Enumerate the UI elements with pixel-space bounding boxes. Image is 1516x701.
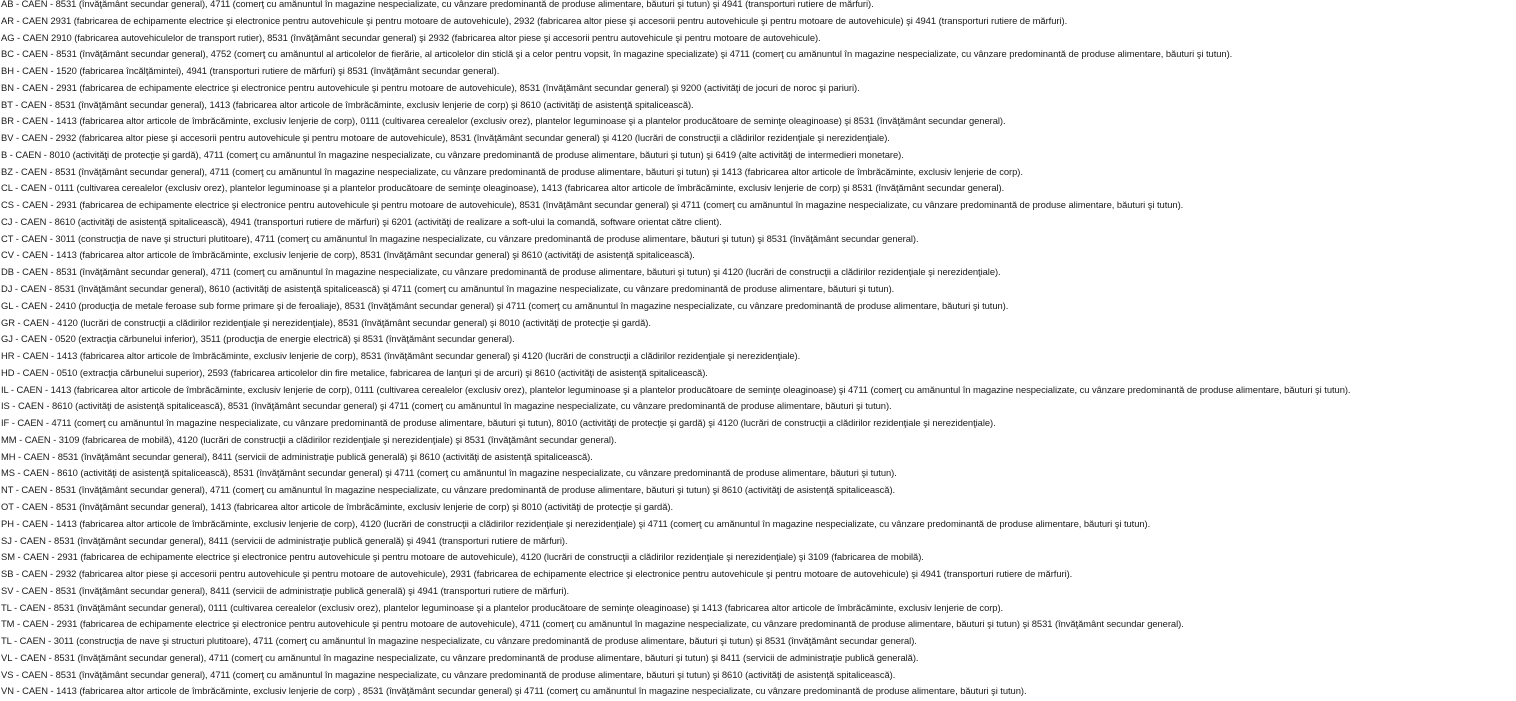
- county-line-ph: PH - CAEN - 1413 (fabricarea altor articole de îmbrăcăminte, exclusiv lenjerie de corp), 4120 (lucrări de construcţii a clădirilor rezidenţiale şi nerezidenţiale) şi 4711 (comerţ cu amănuntul în magazine nespecializate, cu vânzare predominantă de produse alimentare, băuturi şi tutun).: [1, 517, 1151, 529]
- county-line-bc: BC - CAEN - 8531 (învăţământ secundar general), 4752 (comerţ cu amănuntul al articolelor de fierărie, al articolelor din sticlă şi a celor pentru vopsit, în magazine specializate) şi 4711 (comerţ cu amănuntul în magazine nespecializate, cu vânzare predominantă de produse alimentare, băuturi şi tutun).: [1, 48, 1233, 60]
- county-line-il: IL - CAEN - 1413 (fabricarea altor articole de îmbrăcăminte, exclusiv lenjerie de corp), 0111 (cultivarea cerealelor (exclusiv orez), plantelor leguminoase şi a plantelor producătoare de seminţe oleaginoase) şi 4711 (comerţ cu amănuntul în magazine nespecializate, cu vânzare predominantă de produse alimentare, băuturi şi tutun).: [1, 383, 1351, 395]
- county-line-vs: VS - CAEN - 8531 (învăţământ secundar general), 4711 (comerţ cu amănuntul în magazine nespecializate, cu vânzare predominantă de produse alimentare, băuturi şi tutun) şi 8610 (activităţi de asistenţă spitalicească).: [1, 668, 896, 680]
- county-line-ct: CT - CAEN - 3011 (construcţia de nave şi structuri plutitoare), 4711 (comerţ cu amănuntul în magazine nespecializate, cu vânzare predominantă de produse alimentare, băuturi şi tutun) şi 8531 (învăţământ secundar general).: [1, 232, 919, 244]
- county-line-db: DB - CAEN - 8531 (învăţământ secundar general), 4711 (comerţ cu amănuntul în magazine nespecializate, cu vânzare predominantă de produse alimentare, băuturi şi tutun) şi 4120 (lucrări de construcţii a clădirilor rezidenţiale şi nerezidenţiale).: [1, 266, 1001, 278]
- county-line-cs: CS - CAEN - 2931 (fabricarea de echipamente electrice şi electronice pentru autovehicule şi pentru motoare de autovehicule), 8531 (învăţământ secundar general) şi 4711 (comerţ cu amănuntul în magazine nespecializate, cu vânzare predominantă de produse alimentare, băuturi şi tutun).: [1, 199, 1184, 211]
- county-line-dj: DJ - CAEN - 8531 (învăţământ secundar general), 8610 (activităţi de asistenţă spitalicească) şi 4711 (comerţ cu amănuntul în magazine nespecializate, cu vânzare predominantă de produse alimentare, băuturi şi tutun).: [1, 283, 895, 295]
- county-line-gr: GR - CAEN - 4120 (lucrări de construcţii a clădirilor rezidenţiale şi nerezidenţiale), 8531 (învăţământ secundar general) şi 8010 (activităţi de protecţie şi gardă).: [1, 316, 651, 328]
- county-line-bh: BH - CAEN - 1520 (fabricarea încălţămintei), 4941 (transporturi rutiere de mărfuri) şi 8531 (învăţământ secundar general).: [1, 65, 500, 77]
- county-line-nt: NT - CAEN - 8531 (învăţământ secundar general), 4711 (comerţ cu amănuntul în magazine nespecializate, cu vânzare predominantă de produse alimentare, băuturi şi tutun) şi 8610 (activităţi de asistenţă spitalicească).: [1, 484, 896, 496]
- county-line-cj: CJ - CAEN - 8610 (activităţi de asistenţă spitalicească), 4941 (transporturi rutiere de mărfuri) şi 6201 (activităţi de realizare a soft-ului la comandă, software orientat către client).: [1, 215, 722, 227]
- county-line-bn: BN - CAEN - 2931 (fabricarea de echipamente electrice şi electronice pentru autovehicule şi pentru motoare de autovehicule), 8531 (învăţământ secundar general) şi 9200 (activităţi de jocuri de noroc şi pariuri).: [1, 81, 860, 93]
- county-line-tm: TM - CAEN - 2931 (fabricarea de echipamente electrice şi electronice pentru autovehicule şi pentru motoare de autovehicule), 4711 (comerţ cu amănuntul în magazine nespecializate, cu vânzare predominantă de produse alimentare, băuturi şi tutun) şi 8531 (învăţământ secundar general).: [1, 618, 1184, 630]
- county-line-hr: HR - CAEN - 1413 (fabricarea altor articole de îmbrăcăminte, exclusiv lenjerie de corp), 8531 (învăţământ secundar general) şi 4120 (lucrări de construcţii a clădirilor rezidenţiale şi nerezidenţiale).: [1, 350, 801, 362]
- county-line-ms: MS - CAEN - 8610 (activităţi de asistenţă spitalicească), 8531 (învăţământ secundar general) şi 4711 (comerţ cu amănuntul în magazine nespecializate, cu vânzare predominantă de produse alimentare, băuturi şi tutun).: [1, 467, 897, 479]
- county-line-ab: AB - CAEN - 8531 (învăţământ secundar general), 4711 (comerţ cu amănuntul în magazine nespecializate, cu vânzare predominantă de produse alimentare, băuturi şi tutun) şi 4941 (transporturi rutiere de mărfuri).: [1, 0, 874, 9]
- county-line-mh: MH - CAEN - 8531 (învăţământ secundar general), 8411 (servicii de administraţie publică generală) şi 8610 (activităţi de asistenţă spitalicească).: [1, 450, 593, 462]
- county-line-ag: AG - CAEN 2910 (fabricarea autovehiculelor de transport rutier), 8531 (învăţământ secundar general) şi 2932 (fabricarea altor piese şi accesorii pentru autovehicule şi pentru motoare de autovehicule).: [1, 31, 821, 43]
- county-line-cl: CL - CAEN - 0111 (cultivarea cerealelor (exclusiv orez), plantelor leguminoase şi a plantelor producătoare de seminţe oleaginoase), 1413 (fabricarea altor articole de îmbrăcăminte, exclusiv lenjerie de corp) şi 8531 (învăţământ secundar general).: [1, 182, 1005, 194]
- county-line-cv: CV - CAEN - 1413 (fabricarea altor articole de îmbrăcăminte, exclusiv lenjerie de corp), 8531 (învăţământ secundar general) şi 8610 (activităţi de asistenţă spitalicească).: [1, 249, 695, 261]
- county-line-sj: SJ - CAEN - 8531 (învăţământ secundar general), 8411 (servicii de administraţie publică generală) şi 4941 (transporturi rutiere de mărfuri).: [1, 534, 568, 546]
- county-line-bz: BZ - CAEN - 8531 (învăţământ secundar general), 4711 (comerţ cu amănuntul în magazine nespecializate, cu vânzare predominantă de produse alimentare, băuturi şi tutun) şi 1413 (fabricarea altor articole de îmbrăcăminte, exclusiv lenjerie de corp).: [1, 165, 1023, 177]
- county-line-bt: BT - CAEN - 8531 (învăţământ secundar general), 1413 (fabricarea altor articole de îmbrăcăminte, exclusiv lenjerie de corp) şi 8610 (activităţi de asistenţă spitalicească).: [1, 98, 694, 110]
- county-line-vn: VN - CAEN - 1413 (fabricarea altor articole de îmbrăcăminte, exclusiv lenjerie de corp) , 8531 (învăţământ secundar general) şi 4711 (comerţ cu amănuntul în magazine nespecializate, cu vânzare predominantă de produse alimentare, băuturi şi tutun).: [1, 685, 1027, 697]
- county-line-tl-2: TL - CAEN - 3011 (construcţia de nave şi structuri plutitoare), 4711 (comerţ cu amănuntul în magazine nespecializate, cu vânzare predominantă de produse alimentare, băuturi şi tutun) şi 8531 (învăţământ secundar general).: [1, 635, 917, 647]
- county-line-ar: AR - CAEN 2931 (fabricarea de echipamente electrice şi electronice pentru autovehicule şi pentru motoare de autovehicule), 2932 (fabricarea altor piese şi accesorii pentru autovehicule şi pentru motoare de autovehicule) şi 4941 (transporturi rutiere de mărfuri).: [1, 14, 1068, 26]
- county-line-mm: MM - CAEN - 3109 (fabricarea de mobilă), 4120 (lucrări de construcţii a clădirilor rezidenţiale şi nerezidenţiale) şi 8531 (învăţământ secundar general).: [1, 433, 617, 445]
- county-line-b: B - CAEN - 8010 (activităţi de protecţie şi gardă), 4711 (comerţ cu amănuntul în magazine nespecializate, cu vânzare predominantă de produse alimentare, băuturi şi tutun) şi 6419 (alte activităţi de intermedieri monetare).: [1, 148, 904, 160]
- county-line-tl: TL - CAEN - 8531 (învăţământ secundar general), 0111 (cultivarea cerealelor (exclusiv orez), plantelor leguminoase şi a plantelor producătoare de seminţe oleaginoase) şi 1413 (fabricarea altor articole de îmbrăcăminte, exclusiv lenjerie de corp).: [1, 601, 1004, 613]
- county-line-sv: SV - CAEN - 8531 (învăţământ secundar general), 8411 (servicii de administraţie publică generală) şi 4941 (transporturi rutiere de mărfuri).: [1, 584, 570, 596]
- county-line-sm: SM - CAEN - 2931 (fabricarea de echipamente electrice şi electronice pentru autovehicule şi pentru motoare de autovehicule), 4120 (lucrări de construcţii a clădirilor rezidenţiale şi nerezidenţiale) şi 3109 (fabricarea de mobilă).: [1, 551, 924, 563]
- county-line-ot: OT - CAEN - 8531 (învăţământ secundar general), 1413 (fabricarea altor articole de îmbrăcăminte, exclusiv lenjerie de corp) şi 8010 (activităţi de protecţie şi gardă).: [1, 500, 674, 512]
- county-line-br: BR - CAEN - 1413 (fabricarea altor articole de îmbrăcăminte, exclusiv lenjerie de corp), 0111 (cultivarea cerealelor (exclusiv orez), plantelor leguminoase şi a plantelor producătoare de seminţe oleaginoase) şi 8531 (învăţământ secundar general).: [1, 115, 1006, 127]
- county-line-bv: BV - CAEN - 2932 (fabricarea altor piese şi accesorii pentru autovehicule şi pentru motoare de autovehicule), 8531 (învăţământ secundar general) şi 4120 (lucrări de construcţii a clădirilor rezidenţiale şi nerezidenţiale).: [1, 132, 890, 144]
- county-line-sb: SB - CAEN - 2932 (fabricarea altor piese şi accesorii pentru autovehicule şi pentru motoare de autovehicule), 2931 (fabricarea de echipamente electrice şi electronice pentru autovehicule şi pentru motoare de autovehicule) şi 4941 (transporturi rutiere de mărfuri).: [1, 568, 1073, 580]
- county-line-is: IS - CAEN - 8610 (activităţi de asistenţă spitalicească), 8531 (învăţământ secundar general) şi 4711 (comerţ cu amănuntul în magazine nespecializate, cu vânzare predominantă de produse alimentare, băuturi şi tutun).: [1, 400, 892, 412]
- county-line-gj: GJ - CAEN - 0520 (extracţia cărbunelui inferior), 3511 (producţia de energie electrică) şi 8531 (învăţământ secundar general).: [1, 333, 515, 345]
- county-line-if: IF - CAEN - 4711 (comerţ cu amănuntul în magazine nespecializate, cu vânzare predominantă de produse alimentare, băuturi şi tutun), 8010 (activităţi de protecţie şi gardă) şi 4120 (lucrări de construcţii a clădirilor rezidenţiale şi nerezidenţiale).: [1, 417, 996, 429]
- county-line-gl: GL - CAEN - 2410 (producţia de metale feroase sub forme primare şi de feroaliaje), 8531 (învăţământ secundar general) şi 4711 (comerţ cu amănuntul în magazine nespecializate, cu vânzare predominantă de produse alimentare, băuturi şi tutun).: [1, 299, 1009, 311]
- county-line-hd: HD - CAEN - 0510 (extracţia cărbunelui superior), 2593 (fabricarea articolelor din fire metalice, fabricarea de lanţuri şi de arcuri) şi 8610 (activităţi de asistenţă spitalicească).: [1, 366, 708, 378]
- county-line-vl: VL - CAEN - 8531 (învăţământ secundar general), 4711 (comerţ cu amănuntul în magazine nespecializate, cu vânzare predominantă de produse alimentare, băuturi şi tutun) şi 8411 (servicii de administraţie publică generală).: [1, 651, 919, 663]
